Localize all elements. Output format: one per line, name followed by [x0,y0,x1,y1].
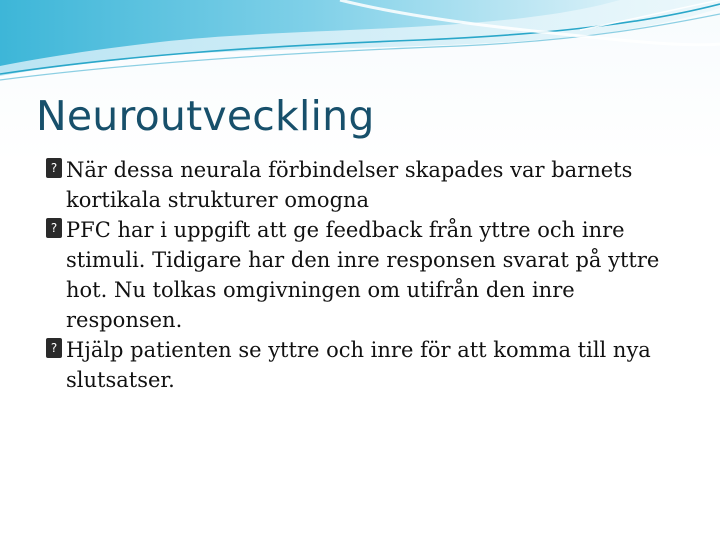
bullet-item [46,215,686,335]
bullet-glyph-icon: ? [46,158,62,178]
bullet-item [46,335,686,395]
bullet-text: PFC har i uppgift att ge feedback från yttre och inre stimuli. Tidigare har den inre responsen svarat på yttre hot. Nu tolkas omgivningen om utifrån den inre responsen. [66,218,660,332]
bullet-list [46,155,686,395]
bullet-glyph-icon: ? [46,338,62,358]
bullet-item [46,155,686,215]
wave-decoration [0,0,720,90]
slide-title: Neuroutveckling [36,92,375,140]
bullet-text: När dessa neurala förbindelser skapades var barnets kortikala strukturer omogna [66,158,633,212]
bullet-text: Hjälp patienten se yttre och inre för att komma till nya slutsatser. [66,338,651,392]
bullet-glyph-icon: ? [46,218,62,238]
